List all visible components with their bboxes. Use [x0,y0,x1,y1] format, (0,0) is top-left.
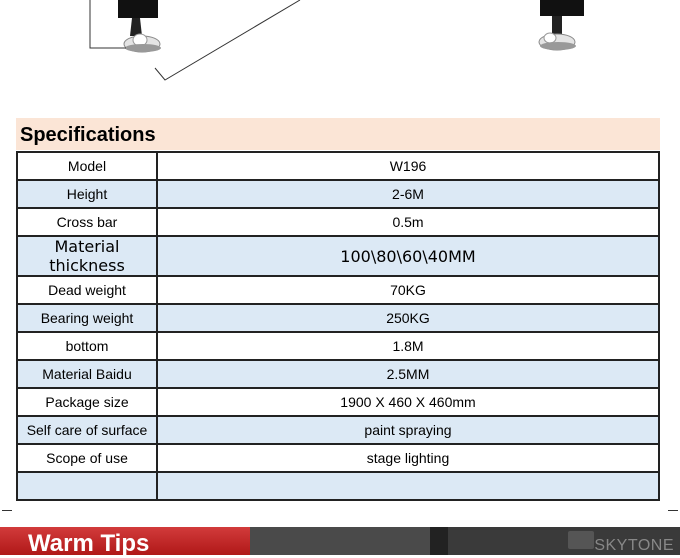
specifications-header [16,118,660,150]
spec-value: 70KG [157,276,659,304]
spec-value: W196 [157,152,659,180]
table-row [17,276,659,304]
spec-label: bottom [17,332,157,360]
table-row [17,388,659,416]
spec-label: Bearing weight [17,304,157,332]
table-row [17,472,659,500]
product-image [0,0,680,110]
warm-tips-banner [0,527,680,555]
banner-separator [430,527,448,555]
corner-mark-left [2,507,12,511]
spec-value: 1900 X 460 X 460mm [157,388,659,416]
spec-value: 2.5MM [157,360,659,388]
spec-value: paint spraying [157,416,659,444]
spec-value [157,472,659,500]
specifications-title: Specifications [20,124,156,146]
brand-name: SKYTONE [594,537,674,554]
spec-label: Self care of surface [17,416,157,444]
spec-label: Model [17,152,157,180]
table-row [17,332,659,360]
table-row [17,360,659,388]
spec-value: 0.5m [157,208,659,236]
spec-label: Cross bar [17,208,157,236]
spec-label: Package size [17,388,157,416]
table-row [17,152,659,180]
spec-value: stage lighting [157,444,659,472]
table-row [17,236,659,276]
spec-label: Height [17,180,157,208]
brand-logo-icon [568,531,594,549]
spec-label: Material thickness [17,236,157,276]
spec-label: Scope of use [17,444,157,472]
spec-label [17,472,157,500]
spec-value: 250KG [157,304,659,332]
specifications-table [16,151,660,501]
spec-label: Material Baidu [17,360,157,388]
corner-mark-right [668,507,678,511]
table-row [17,180,659,208]
table-row [17,304,659,332]
warm-tips-title: Warm Tips [28,530,150,557]
warm-tips-tab [0,527,250,555]
spec-value: 2-6M [157,180,659,208]
spec-label: Dead weight [17,276,157,304]
spec-value: 1.8M [157,332,659,360]
table-row [17,416,659,444]
table-row [17,444,659,472]
banner-divider [250,527,430,555]
spec-value: 100\80\60\40MM [157,236,659,276]
table-row [17,208,659,236]
